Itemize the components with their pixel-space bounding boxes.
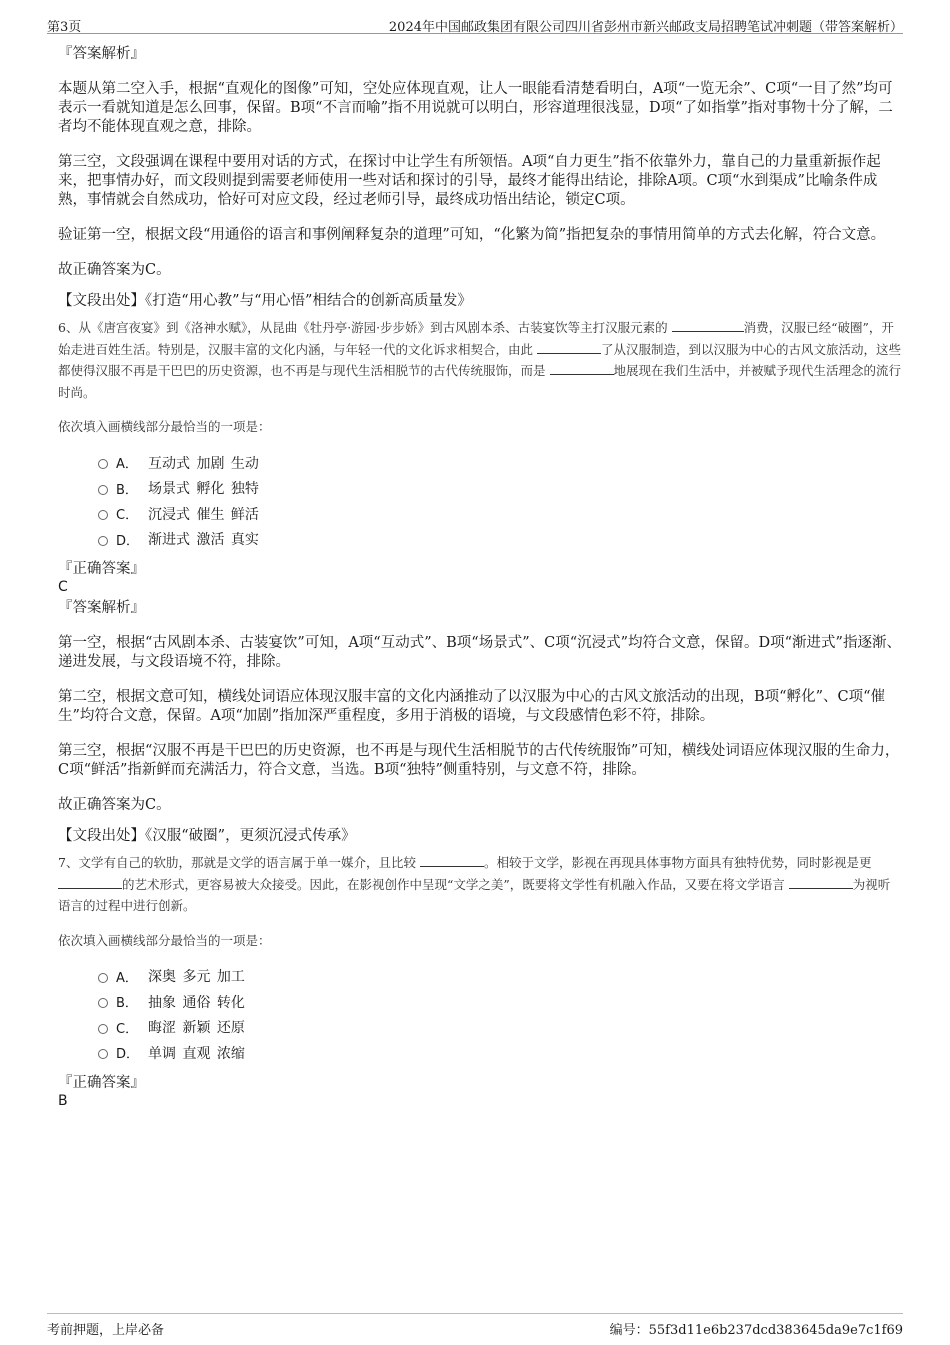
fill-blank: [550, 361, 614, 375]
option-text: 晦涩 新颖 还原: [148, 1020, 245, 1037]
option-letter: D．: [116, 533, 140, 549]
analysis-conclusion: 故正确答案为C。: [58, 262, 171, 278]
correct-answer: C: [58, 579, 68, 595]
analysis-paragraph: 第一空，根据“古风剧本杀、古装宴饮”可知，A项“互动式”、B项“场景式”、C项“沉浸式”均符合文意，保留。D项“渐进式”指逐渐、递进发展，与文段语境不符，排除。: [58, 635, 901, 670]
stem-text: 消费，汉服已经“破圈”，开始走进百姓生活。特别是，汉服丰富的文化内涵，与年轻一代的文化诉求相契合，由此: [58, 320, 894, 357]
option-letter: B．: [116, 996, 138, 1012]
fill-blank: [789, 875, 853, 889]
document-code: 编号：55f3d11e6b237dcd383645da9e7c1f69: [609, 1323, 903, 1338]
option-list: [98, 964, 902, 1066]
page-header: [47, 14, 903, 34]
analysis-paragraph: 本题从第二空入手，根据“直观化的图像”可知，空处应体现直观，让人一眼能看清楚看明白，A项“一览无余”、C项“一目了然”均可表示一看就知道是怎么回事，保留。B项“不言而喻”指不用说就可以明白，形容道理很浅显，D项“了如指掌”指对事物十分了解，二者均不能体现直观之意，排除。: [58, 81, 893, 135]
option-text: 场景式 孵化 独特: [148, 481, 259, 498]
option-text: 抽象 通俗 转化: [148, 994, 245, 1011]
analysis-paragraph: 第二空，根据文意可知，横线处词语应体现汉服丰富的文化内涵推动了以汉服为中心的古风文旅活动的出现，B项“孵化”、C项“催生”均符合文意，保留。A项“加剧”指加深严重程度，多用于消极的语境，与文段感情色彩不符，排除。: [58, 689, 885, 724]
q5-analysis: [58, 45, 902, 311]
option-letter: C．: [116, 508, 139, 524]
stem-text: 了从汉服制造，到以汉服为中心的古风文旅活动，这些都使得汉服不再是干巴巴的历史资源，也不再是与现代生活相脱节的古代传统服饰，而是: [58, 341, 902, 378]
stem-text: 地展现在我们生活中，并被赋予现代生活理念的流行时尚。: [58, 363, 902, 400]
main-content: [58, 45, 902, 1110]
option-text: 互动式 加剧 生动: [148, 455, 259, 472]
option-c[interactable]: [98, 1015, 902, 1041]
answer-label: 『正确答案』: [58, 561, 145, 577]
option-d[interactable]: [98, 527, 902, 553]
stem-text: 的艺术形式，更容易被大众接受。因此，在影视创作中呈现“文学之美”，既要将文学性有机融入作品，又要在将文学语言: [122, 876, 785, 892]
fill-blank: [58, 875, 122, 889]
source-citation: 【文段出处】《打造“用心教”与“用心悟”相结合的创新高质量发》: [58, 293, 472, 309]
stem-text: 为视听语言的过程中进行创新。: [58, 876, 891, 913]
stem-text: 。相较于文学，影视在再现具体事物方面具有独特优势，同时影视是更: [483, 855, 872, 870]
fill-blank: [672, 318, 744, 332]
radio-button[interactable]: [98, 1049, 108, 1059]
analysis-label: 『答案解析』: [58, 600, 145, 616]
fill-blank: [420, 853, 484, 867]
option-letter: D．: [116, 1047, 140, 1063]
radio-button[interactable]: [98, 1024, 108, 1034]
option-letter: A．: [116, 970, 138, 986]
option-a[interactable]: [98, 450, 902, 476]
radio-button[interactable]: [98, 510, 108, 520]
option-letter: A．: [116, 457, 138, 473]
option-text: 深奥 多元 加工: [148, 969, 245, 986]
analysis-conclusion: 故正确答案为C。: [58, 797, 171, 813]
document-title: 2024年中国邮政集团有限公司四川省彭州市新兴邮政支局招聘笔试冲刺题（带答案解析）: [388, 20, 903, 35]
option-d[interactable]: [98, 1040, 902, 1066]
option-a[interactable]: [98, 964, 902, 990]
stem-text: 6、从《唐宫夜宴》到《洛神水赋》，从昆曲《牡丹亭·游园·步步娇》到古风剧本杀、古装宴饮等主打汉服元素的: [58, 320, 668, 335]
fill-blank: [537, 340, 601, 354]
source-citation: 【文段出处】《汉服“破圈”，更须沉浸式传承》: [58, 828, 356, 844]
question-stem: [58, 852, 902, 917]
question-stem: [58, 317, 902, 403]
correct-answer: B: [58, 1092, 68, 1109]
radio-button[interactable]: [98, 536, 108, 546]
stem-text: 7、文学有自己的软肋，那就是文学的语言属于单一媒介，且比较: [58, 855, 416, 870]
answer-label: 『正确答案』: [58, 1074, 145, 1091]
radio-button[interactable]: [98, 485, 108, 495]
footer-slogan: 考前押题，上岸必备: [47, 1323, 165, 1338]
page-footer: [47, 1313, 903, 1339]
analysis-paragraph: 第三空，根据“汉服不再是干巴巴的历史资源，也不再是与现代生活相脱节的古代传统服饰”可知，横线处词语应体现汉服的生命力，C项“鲜活”指新鲜而充满活力，符合文意，当选。B项“独特”侧重特别，与文意不符，排除。: [58, 743, 900, 778]
question-prompt: 依次填入画横线部分最恰当的一项是：: [58, 932, 271, 948]
option-c[interactable]: [98, 501, 902, 527]
option-b[interactable]: [98, 989, 902, 1015]
radio-button[interactable]: [98, 459, 108, 469]
question-6: [58, 317, 902, 846]
analysis-label: 『答案解析』: [58, 46, 145, 62]
option-b[interactable]: [98, 476, 902, 502]
analysis-paragraph: 第三空，文段强调在课程中要用对话的方式，在探讨中让学生有所领悟。A项“自力更生”指不依靠外力，靠自己的力量重新振作起来，把事情办好，而文段则提到需要老师使用一些对话和探讨的引导，最终才能得出结论，排除A项。C项“水到渠成”比喻条件成熟，事情就会自然成功，恰好可对应文段，经过老师引导，最终成功悟出结论，锁定C项。: [58, 154, 881, 208]
analysis-paragraph: 验证第一空，根据文段“用通俗的语言和事例阐释复杂的道理”可知，“化繁为简”指把复杂的事情用简单的方式去化解，符合文意。: [58, 227, 886, 243]
option-text: 渐进式 激活 真实: [148, 532, 259, 549]
page-number: 第3页: [47, 20, 82, 35]
question-7: [58, 852, 902, 1110]
option-list: [98, 450, 902, 552]
option-text: 单调 直观 浓缩: [148, 1045, 245, 1062]
question-prompt: 依次填入画横线部分最恰当的一项是：: [58, 419, 271, 434]
option-letter: C．: [116, 1021, 139, 1037]
option-letter: B．: [116, 482, 138, 498]
radio-button[interactable]: [98, 973, 108, 983]
radio-button[interactable]: [98, 998, 108, 1008]
option-text: 沉浸式 催生 鲜活: [148, 506, 259, 523]
